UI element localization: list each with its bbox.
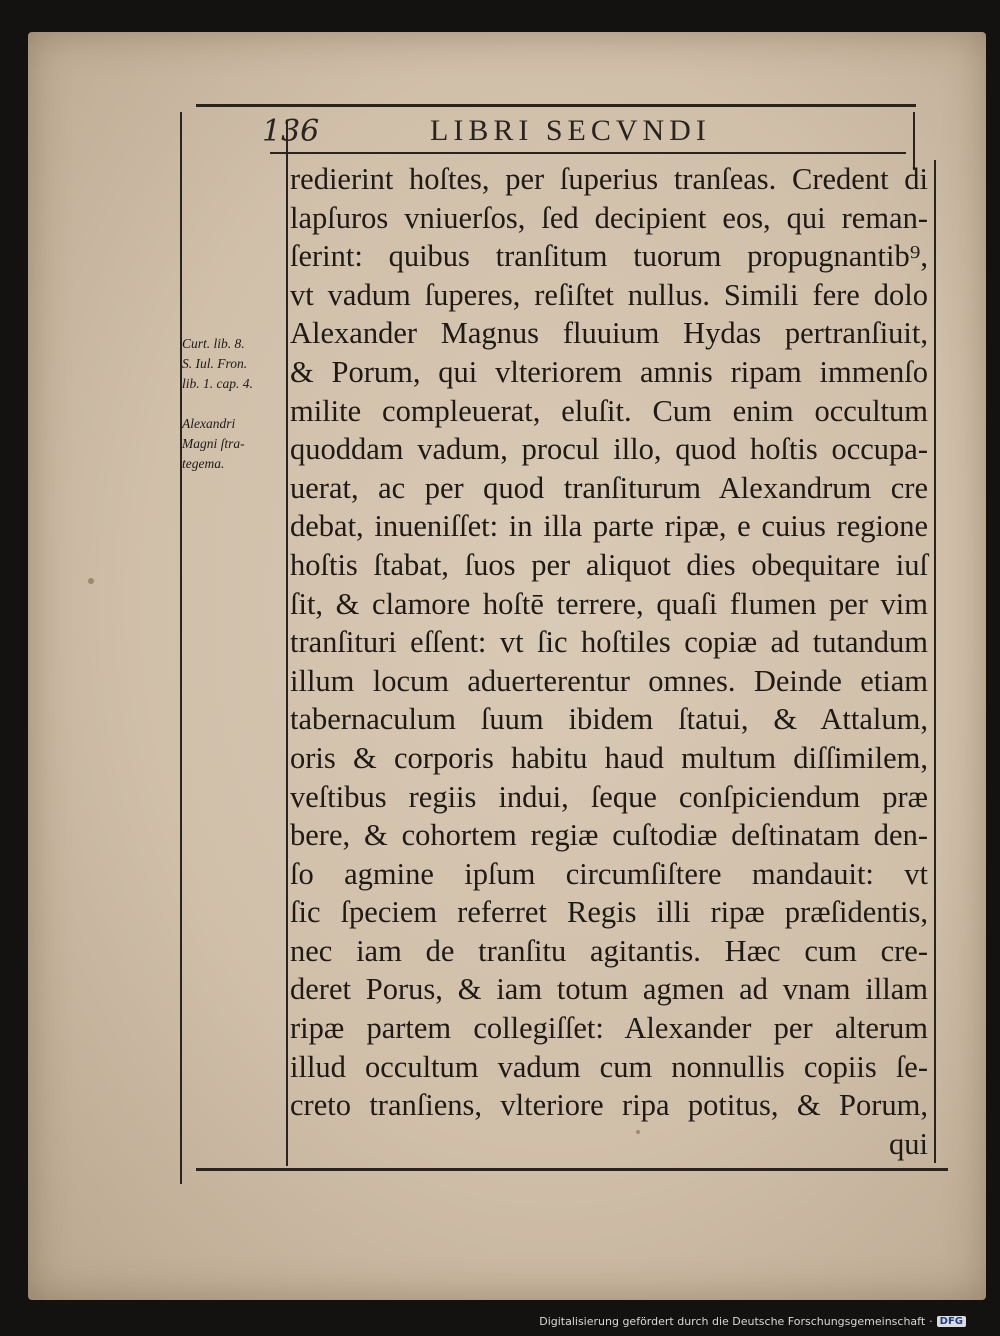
text-line: hoſtis ſtabat, ſuos per aliquot dies obequitare iuſ xyxy=(290,546,936,585)
rule-left xyxy=(180,112,182,1184)
separator-dot: · xyxy=(929,1315,933,1328)
rule-top xyxy=(196,104,916,107)
text-line: uerat, ac per quod tranſiturum Alexandrum cre xyxy=(290,469,936,508)
text-line: illum locum aduerterentur omnes. Deinde etiam xyxy=(290,662,936,701)
credit-text: Digitalisierung gefördert durch die Deutsche Forschungsgemeinschaft xyxy=(539,1315,926,1328)
margin-note-line: Magni ſtra- xyxy=(182,436,245,451)
text-line: ripæ partem collegiſſet: Alexander per alterum xyxy=(290,1009,936,1048)
text-line: debat, inueniſſet: in illa parte ripæ, e cuius regione xyxy=(290,507,936,546)
page-number: 136 xyxy=(262,114,320,149)
margin-note-line: Alexandri xyxy=(182,416,236,431)
margin-note-subject xyxy=(182,414,282,474)
text-line: deret Porus, & iam totum agmen ad vnam illam xyxy=(290,970,936,1009)
text-line: lapſuros vniuerſos, ſed decipient eos, qui reman- xyxy=(290,199,936,238)
margin-note-line: tegema. xyxy=(182,456,225,471)
margin-note-line: lib. 1. cap. 4. xyxy=(182,376,253,391)
text-line: Alexander Magnus fluuium Hydas pertranſiuit, xyxy=(290,314,936,353)
text-line: quoddam vadum, procul illo, quod hoſtis occupa- xyxy=(290,430,936,469)
text-line: creto tranſiens, vlteriore ripa potitus, & Porum, xyxy=(290,1086,936,1125)
text-line: nec iam de tranſitu agitantis. Hæc cum cre- xyxy=(290,932,936,971)
text-line: ſerint: quibus tranſitum tuorum propugnantib⁹, xyxy=(290,237,936,276)
text-line: bere, & cohortem regiæ cuſtodiæ deſtinatam den- xyxy=(290,816,936,855)
text-line: ſit, & clamore hoſtē terrere, quaſi flumen per vim xyxy=(290,585,936,624)
text-line: illud occultum vadum cum nonnullis copiis ſe- xyxy=(290,1048,936,1087)
margin-note-citation xyxy=(182,334,282,394)
text-line: ſic ſpeciem referret Regis illi ripæ præſidentis, xyxy=(290,893,936,932)
dfg-logo-icon: DFG xyxy=(937,1316,966,1327)
paper-stain xyxy=(88,578,94,584)
text-line: veſtibus regiis indui, ſeque conſpiciendum præ xyxy=(290,778,936,817)
rule-inner-left xyxy=(286,120,288,1166)
text-line: & Porum, qui vlteriorem amnis ripam immenſo xyxy=(290,353,936,392)
margin-note-line: Curt. lib. 8. xyxy=(182,336,245,351)
text-line: vt vadum ſuperes, reſiſtet nullus. Simili fere dolo xyxy=(290,276,936,315)
digitization-credit xyxy=(539,1315,966,1328)
text-line: oris & corporis habitu haud multum diſſimilem, xyxy=(290,739,936,778)
text-line: ſo agmine ipſum circumſiſtere mandauit: vt xyxy=(290,855,936,894)
body-text xyxy=(290,160,936,1163)
text-line: redierint hoſtes, per ſuperius tranſeas. Credent di xyxy=(290,160,936,199)
running-head: LIBRI SECVNDI xyxy=(430,114,711,147)
margin-note-line: S. Iul. Fron. xyxy=(182,356,248,371)
text-line: milite compleuerat, eluſit. Cum enim occultum xyxy=(290,392,936,431)
text-line: tabernaculum ſuum ibidem ſtatui, & Attalum, xyxy=(290,700,936,739)
rule-head xyxy=(270,152,906,154)
catchword: qui xyxy=(290,1125,936,1164)
text-line: tranſituri eſſent: vt ſic hoſtiles copiæ ad tutandum xyxy=(290,623,936,662)
rule-bottom xyxy=(196,1168,948,1171)
